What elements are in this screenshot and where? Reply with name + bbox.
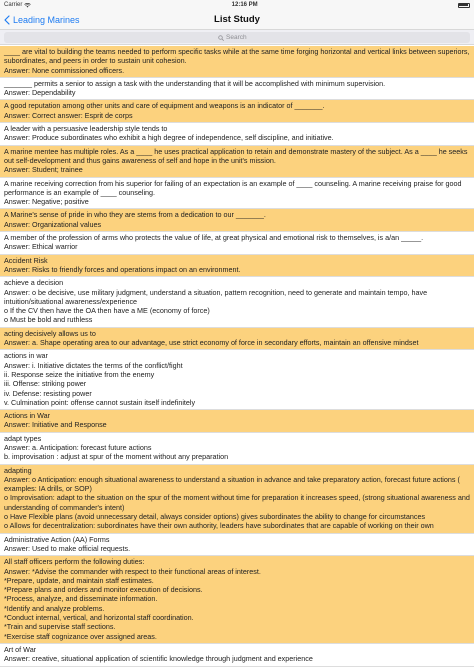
list-item[interactable]	[0, 534, 474, 557]
list-item[interactable]	[0, 46, 474, 78]
list-item[interactable]	[0, 78, 474, 101]
status-bar	[0, 0, 474, 10]
status-left	[4, 2, 31, 8]
question-text: All staff officers perform the following duties:	[4, 557, 145, 567]
list-item[interactable]	[0, 255, 474, 278]
status-right	[458, 3, 470, 8]
question-text: actions in war	[4, 351, 48, 361]
navigation-bar	[0, 10, 474, 30]
list-item[interactable]	[0, 410, 474, 433]
list-item[interactable]	[0, 556, 474, 644]
study-list[interactable]	[0, 46, 474, 664]
back-button[interactable]	[4, 10, 80, 30]
question-text: A Marine's sense of pride in who they are stems from a dedication to our _______.	[4, 210, 266, 220]
question-text: Actions in War	[4, 411, 51, 421]
answer-text: Answer: Used to make official requests.	[4, 543, 131, 553]
carrier-label: Carrier	[4, 2, 23, 8]
question-text: ____ are vital to building the teams needed to perform specific tasks while at the same time forging horizontal and vertical links between superiors, subordinates, and peers in order to sustain unit cohesion.	[4, 47, 470, 66]
back-button-label: Leading Marines	[13, 15, 80, 25]
answer-text: Answer: i. Initiative dictates the terms of the conflict/fight ii. Response seize the initiative from the enemy iii. Offense: striking power iv. Defense: resisting power v. Culmination point: offense cannot sustain itself indefinitely	[4, 360, 196, 407]
question-text: _______ permits a senior to assign a task with the understanding that it will be accomplished with minimum supervision.	[4, 78, 386, 88]
question-text: acting decisively allows us to	[4, 328, 96, 338]
list-item[interactable]	[0, 123, 474, 146]
list-item[interactable]	[0, 209, 474, 232]
question-text: A marine receiving correction from his superior for failing of an expectation is an example of ____ counseling. A marine receiving praise for good performance is an example of ____ counseling.	[4, 178, 462, 197]
question-text: A member of the profession of arms who protects the value of life, at great physical and emotional risk to themselves, is a/an _____.	[4, 233, 424, 243]
question-text: achieve a decision	[4, 278, 64, 288]
list-item[interactable]	[0, 100, 474, 123]
question-text: adapting	[4, 465, 32, 475]
list-item[interactable]	[0, 146, 474, 178]
answer-text: Answer: Risks to friendly forces and operations impact on an environment.	[4, 264, 241, 274]
battery-icon	[458, 3, 470, 8]
list-item[interactable]	[0, 644, 474, 667]
answer-text: Answer: Initiative and Response	[4, 420, 107, 430]
question-text: Accident Risk	[4, 255, 48, 265]
question-text: Art of War	[4, 644, 37, 654]
page-title: List Study	[214, 14, 260, 25]
answer-text: Answer: Student; trainee	[4, 165, 83, 175]
list-item[interactable]	[0, 350, 474, 410]
answer-text: Answer: Negative; positive	[4, 197, 89, 207]
answer-text: Answer: a. Anticipation: forecast future actions b. improvisation : adjust at spur of the moment without any preparation	[4, 442, 229, 462]
list-item[interactable]	[0, 328, 474, 351]
question-text: Administrative Action (AA) Forms	[4, 534, 110, 544]
status-time: 12:16 PM	[231, 2, 258, 8]
list-item[interactable]	[0, 178, 474, 210]
question-text: A leader with a persuasive leadership style tends to	[4, 124, 168, 134]
question-text: A good reputation among other units and care of equipment and weapons is an indicator of _______.	[4, 101, 325, 111]
list-item[interactable]	[0, 232, 474, 255]
question-text: A marine mentee has multiple roles. As a ____ he uses practical application to retain and demonstrate mastery of the subject. As a ____ he seeks out self-development and thus gains awareness of self and hope in the unit's mission.	[4, 146, 468, 165]
answer-text: Answer: *Advise the commander with respect to their functional areas of interest. *Prepare, update, and maintain staff estimates. *Prepare plans and orders and monitor execution of decisions. *Process, analyze, and disseminate information. *Identify and analyze problems. *Conduct internal, vertical, and horizontal staff coordination. *Train and supervise staff sections. *Exercise staff cognizance over assigned areas.	[4, 566, 261, 641]
chevron-left-icon	[4, 15, 10, 25]
list-item[interactable]	[0, 277, 474, 327]
answer-text: Answer: Organizational values	[4, 219, 102, 229]
search-icon	[218, 35, 224, 41]
search-input[interactable]	[226, 34, 256, 41]
list-item[interactable]	[0, 465, 474, 534]
search-bar	[0, 30, 474, 45]
answer-text: Answer: creative, situational application of scientific knowledge through judgment and experience	[4, 654, 313, 664]
list-item[interactable]	[0, 433, 474, 465]
answer-text: Answer: Dependability	[4, 88, 76, 98]
answer-text: Answer: Produce subordinates who exhibit a high degree of independence, self discipline, and initiative.	[4, 133, 334, 143]
answer-text: Answer: o Anticipation: enough situational awareness to understand a situation in advance and take preparatory action, forecast future actions ( examples: IA drills, or SOP) o Improvisation: adapt to the situation on the spur of the moment without time for preparation it increases speed, (strong situational awareness and understanding of commander's intent) o Have Flexible plans (avoid unnecessary detail, always consider options) gives subordinates the ability to change for circumstances o Allows for decentralization: subordinates have their own authority, leaders have subordinates that are capable of working on their own	[4, 474, 470, 531]
wifi-icon	[24, 3, 31, 8]
answer-text: Answer: None commissioned officers.	[4, 65, 125, 75]
answer-text: Answer: Correct answer: Esprit de corps	[4, 110, 133, 120]
search-field[interactable]	[4, 32, 470, 43]
question-text: adapt types	[4, 433, 42, 443]
answer-text: Answer: o be decisive, use military judgment, understand a situation, pattern recognition, need to generate and maintain tempo, have intuition/situational awareness/experience o If the CV then have the OA then have a ME (economy of force) o Must be bold and ruthless	[4, 287, 428, 325]
answer-text: Answer: Ethical warrior	[4, 242, 78, 252]
answer-text: Answer: a. Shape operating area to our advantage, use strict economy of force in secondary efforts, maintain an offensive mindset	[4, 338, 419, 348]
